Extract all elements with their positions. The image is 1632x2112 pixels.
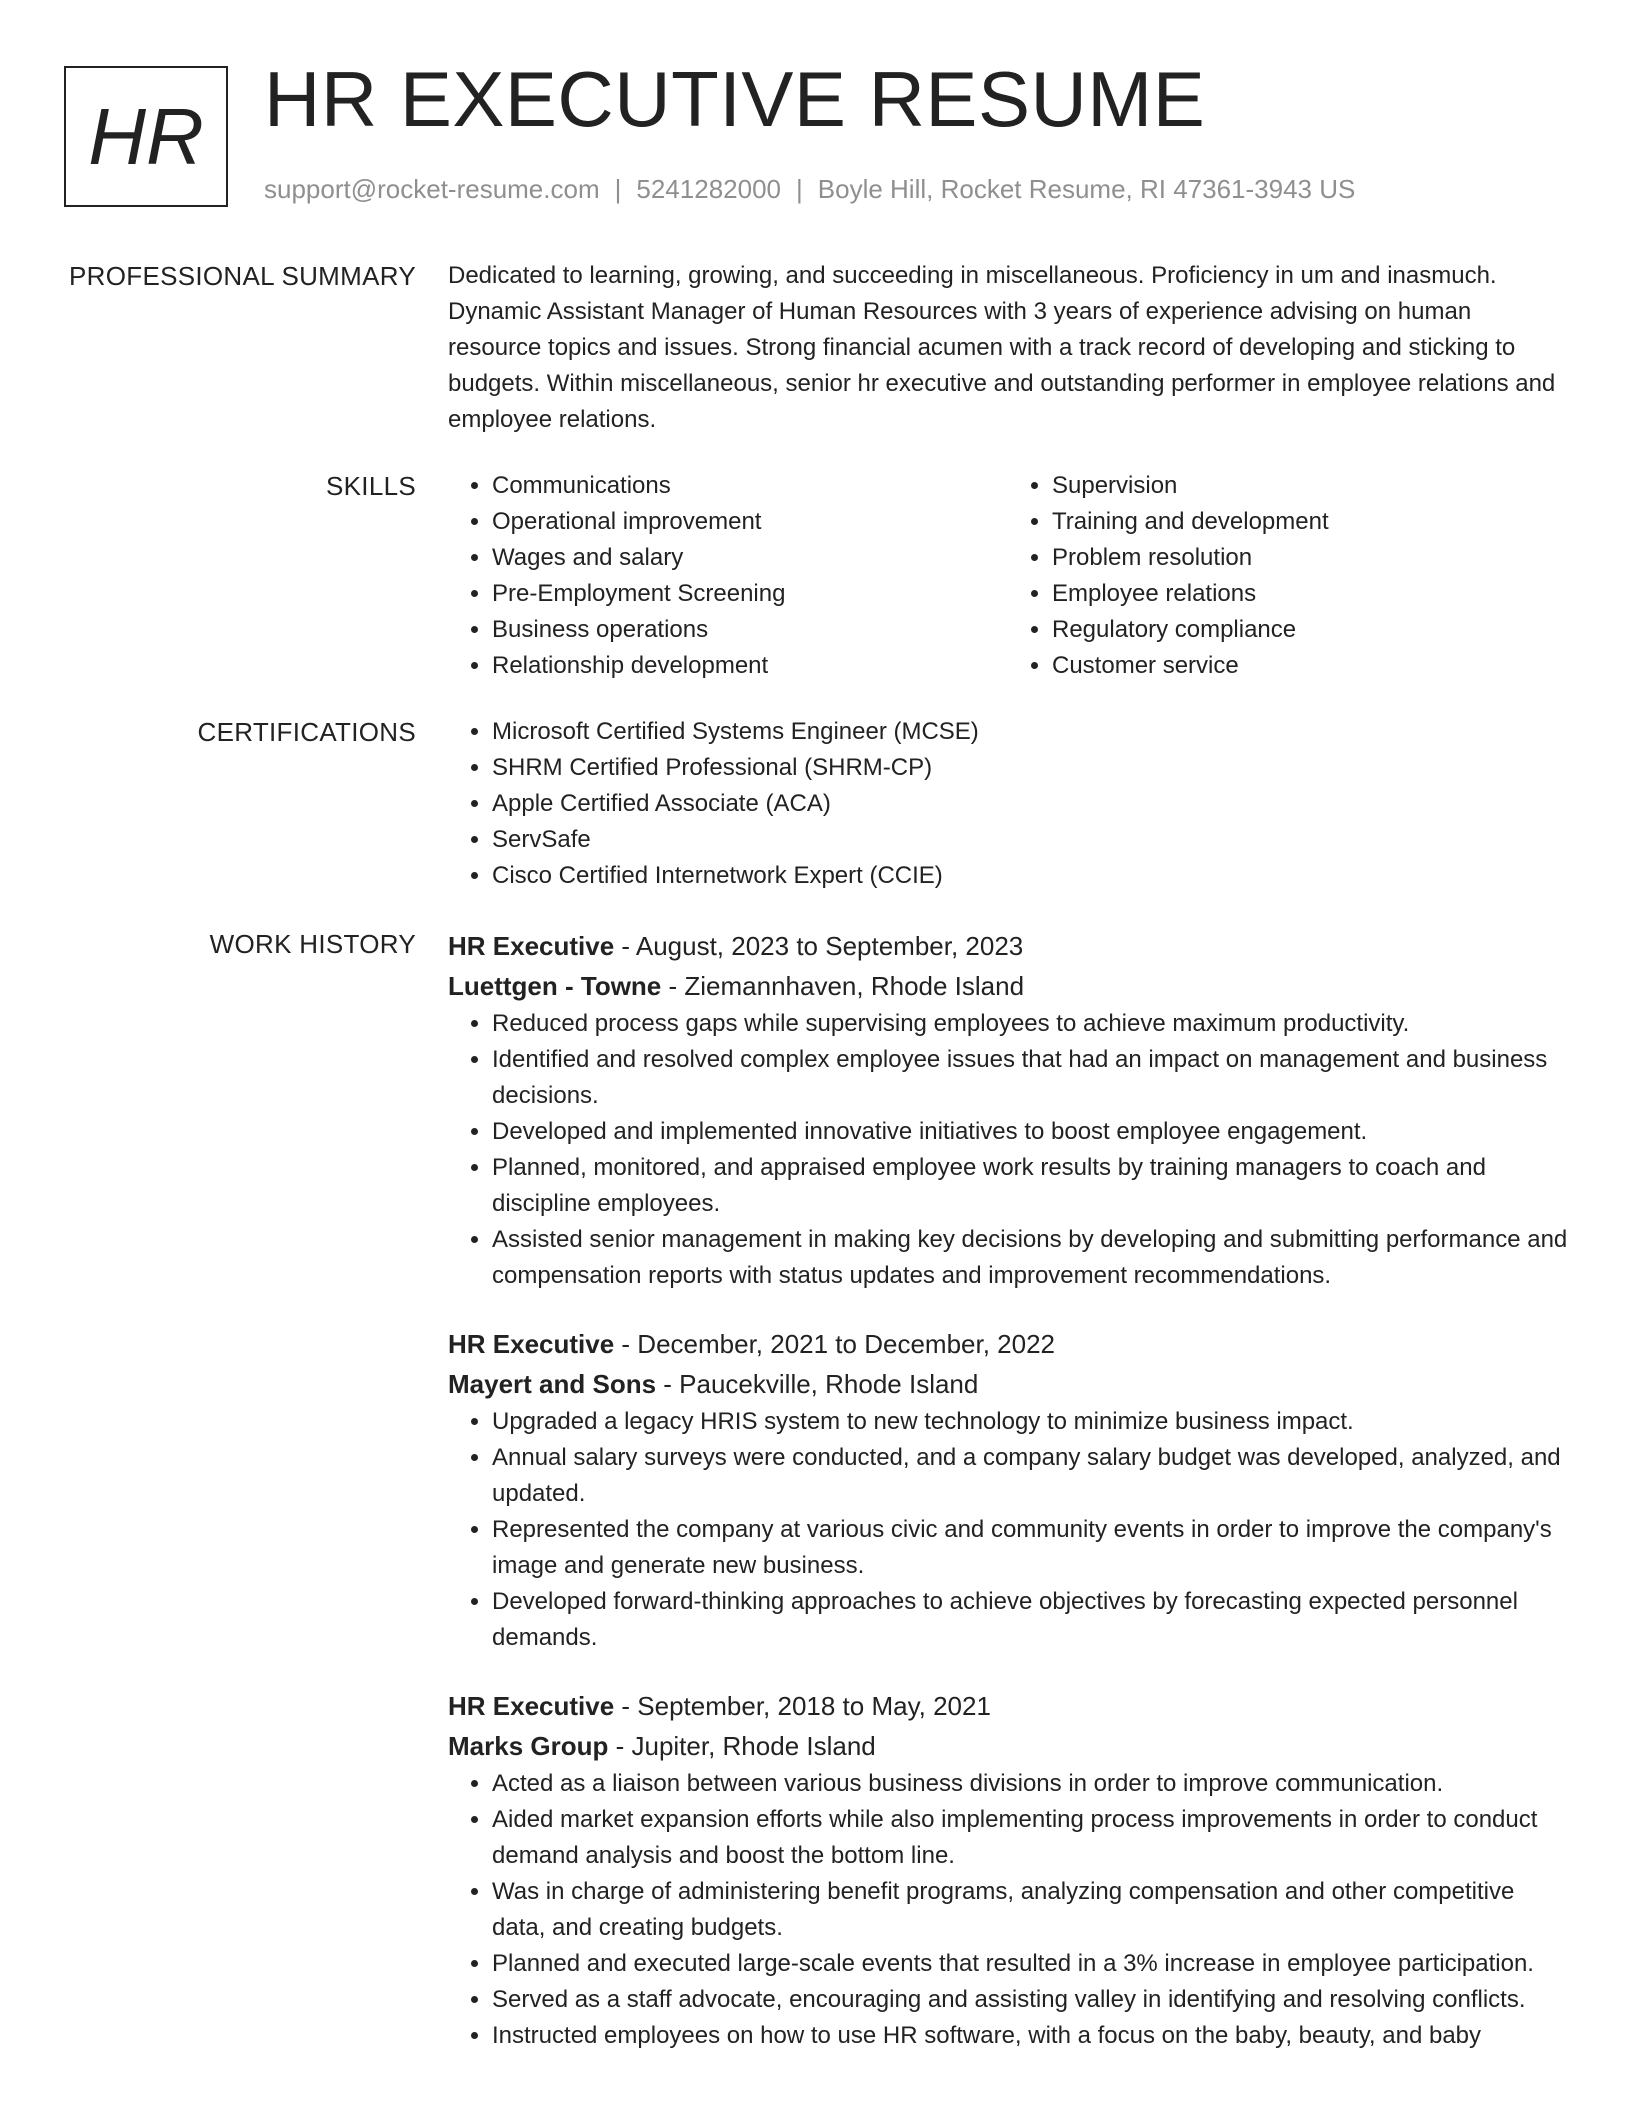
certification-item: • ServSafe [492,822,1568,858]
job-dates: - August, 2023 to September, 2023 [614,931,1024,961]
job-entry [448,1686,1568,2054]
section-label-work-history: WORK HISTORY [209,929,416,959]
job-title: HR Executive [448,1329,615,1359]
job-entry [448,1324,1568,1656]
job-title: HR Executive [448,1691,615,1721]
job-entry [448,926,1568,1294]
skills-section [0,468,1632,684]
job-company: Luettgen - Towne [448,971,662,1001]
responsibility-item: • Planned and executed large-scale events that resulted in a 3% increase in employee participation. [492,1946,1568,1982]
certification-item: • Cisco Certified Internetwork Expert (CCIE) [492,858,1568,894]
responsibility-item: • Served as a staff advocate, encouraging and assisting valley in identifying and resolving conflicts. [492,1982,1568,2018]
contact-email[interactable]: support@rocket-resume.com [264,174,600,204]
responsibility-item: • Planned, monitored, and appraised employee work results by training managers to coach and discipline employees. [492,1150,1568,1222]
skill-item: • Regulatory compliance [1052,612,1568,648]
skill-item: • Business operations [492,612,1008,648]
job-responsibilities [448,1006,1568,1294]
job-title: HR Executive [448,931,615,961]
job-location: - Paucekville, Rhode Island [656,1369,979,1399]
summary-text: Dedicated to learning, growing, and succeeding in miscellaneous. Proficiency in um and inasmuch. Dynamic Assistant Manager of Human Resources with 3 years of experience advising on human resource topics and issues. Strong financial acumen with a track record of developing and sticking to budgets. Within miscellaneous, senior hr executive and outstanding performer in employee relations and employee relations. [448,262,1556,433]
responsibility-item: • Developed forward-thinking approaches to achieve objectives by forecasting expected personnel demands. [492,1584,1568,1656]
skill-item: • Wages and salary [492,540,1008,576]
responsibility-item: • Developed and implemented innovative initiatives to boost employee engagement. [492,1114,1568,1150]
skill-item: • Problem resolution [1052,540,1568,576]
certifications-list [448,714,1568,894]
contact-phone[interactable]: 5241282000 [636,174,781,204]
job-company-line [448,1726,1568,1766]
monogram-logo: HR [64,66,228,207]
professional-summary-section [0,258,1632,438]
job-dates: - September, 2018 to May, 2021 [614,1691,991,1721]
contact-separator: | [796,174,803,204]
section-label-certifications: CERTIFICATIONS [197,717,416,747]
responsibility-item: • Identified and resolved complex employee issues that had an impact on management and business decisions. [492,1042,1568,1114]
certification-item: • Microsoft Certified Systems Engineer (MCSE) [492,714,1568,750]
skill-item: • Customer service [1052,648,1568,684]
responsibility-item: • Annual salary surveys were conducted, and a company salary budget was developed, analyzed, and updated. [492,1440,1568,1512]
job-title-line [448,926,1568,966]
responsibility-item: • Instructed employees on how to use HR software, with a focus on the baby, beauty, and baby [492,2018,1568,2054]
contact-separator: | [614,174,622,204]
work-history-section [0,926,1632,2054]
job-company: Marks Group [448,1731,609,1761]
skill-item: • Pre-Employment Screening [492,576,1008,612]
responsibility-item: • Upgraded a legacy HRIS system to new technology to minimize business impact. [492,1404,1568,1440]
job-title-line [448,1324,1568,1364]
responsibility-item: • Was in charge of administering benefit programs, analyzing compensation and other competitive data, and creating budgets. [492,1874,1568,1946]
section-label-summary: PROFESSIONAL SUMMARY [69,261,416,291]
job-company-line [448,966,1568,1006]
responsibility-item: • Reduced process gaps while supervising employees to achieve maximum productivity. [492,1006,1568,1042]
skills-column-1 [448,468,1008,684]
skills-column-2 [1008,468,1568,684]
skill-item: • Relationship development [492,648,1008,684]
skill-item: • Communications [492,468,1008,504]
job-location: - Ziemannhaven, Rhode Island [661,971,1025,1001]
responsibility-item: • Represented the company at various civic and community events in order to improve the company's image and generate new business. [492,1512,1568,1584]
skill-item: • Training and development [1052,504,1568,540]
responsibility-item: • Aided market expansion efforts while also implementing process improvements in order to conduct demand analysis and boost the bottom line. [492,1802,1568,1874]
contact-address: Boyle Hill, Rocket Resume, RI 47361-3943 US [817,174,1356,204]
responsibility-item: • Assisted senior management in making key decisions by developing and submitting performance and compensation reports with status updates and improvement recommendations. [492,1222,1568,1294]
resume-title: HR EXECUTIVE RESUME [264,55,1206,143]
job-company: Mayert and Sons [448,1369,657,1399]
certification-item: • Apple Certified Associate (ACA) [492,786,1568,822]
certification-item: • SHRM Certified Professional (SHRM-CP) [492,750,1568,786]
job-location: - Jupiter, Rhode Island [608,1731,876,1761]
resume-sections [0,258,1632,2084]
job-responsibilities [448,1404,1568,1656]
job-title-line [448,1686,1568,1726]
contact-info [264,174,1355,205]
certifications-section [0,714,1632,894]
skill-item: • Employee relations [1052,576,1568,612]
job-responsibilities [448,1766,1568,2054]
responsibility-item: • Acted as a liaison between various business divisions in order to improve communication. [492,1766,1568,1802]
section-label-skills: SKILLS [326,471,416,501]
job-dates: - December, 2021 to December, 2022 [614,1329,1055,1359]
skill-item: • Supervision [1052,468,1568,504]
job-company-line [448,1364,1568,1404]
skill-item: • Operational improvement [492,504,1008,540]
